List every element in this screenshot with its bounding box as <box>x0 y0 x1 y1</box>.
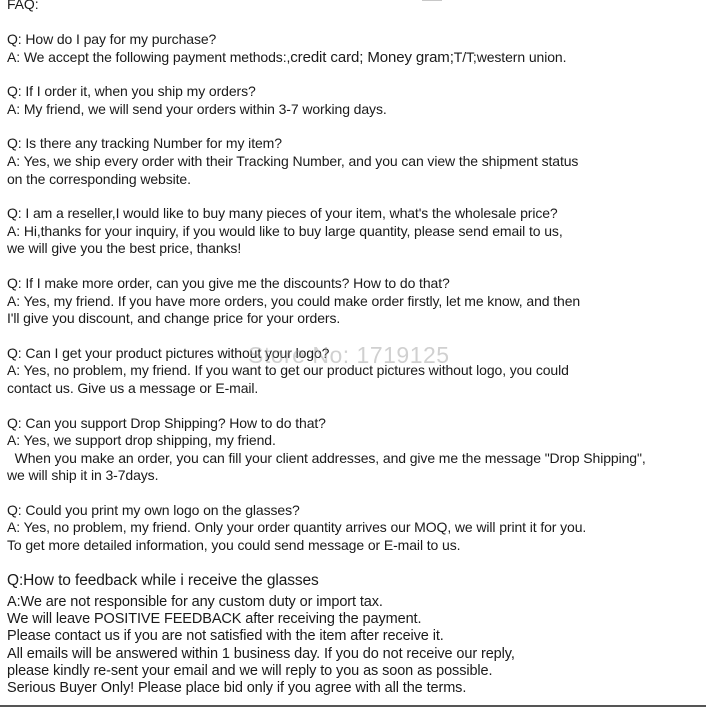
faq-answer-line: All emails will be answered within 1 business day. If you do not receive our reply, <box>7 645 515 662</box>
faq-item-wholesale <box>7 205 702 258</box>
faq-answer-line: please kindly re-sent your email and we will reply to you as soon as possible. <box>7 662 493 679</box>
faq-answer-line: A: Hi,thanks for your inquiry, if you would like to buy large quantity, please send email to us, <box>7 222 563 239</box>
faq-question: Q:How to feedback while i receive the glasses <box>7 571 319 589</box>
faq-answer-line: When you make an order, you can fill your client addresses, and give me the message "Drop Shipping", <box>7 449 646 466</box>
faq-answer <box>7 49 702 67</box>
faq-item-feedback <box>7 572 702 698</box>
faq-answer-line: contact us. Give us a message or E-mail. <box>7 379 259 396</box>
faq-answer-line: A: Yes, no problem, my friend. Only your order quantity arrives our MOQ, we will print it for you. <box>7 519 587 536</box>
faq-question: Q: Can you support Drop Shipping? How to do that? <box>7 414 326 431</box>
faq-item-pictures <box>7 345 702 398</box>
faq-item-discounts <box>7 275 702 328</box>
faq-heading: FAQ: <box>7 0 39 12</box>
faq-answer-line: A:We are not responsible for any custom duty or import tax. <box>7 593 383 610</box>
faq-answer-line: To get more detailed information, you could send message or E-mail to us. <box>7 537 461 554</box>
faq-answer-line: we will give you the best price, thanks! <box>7 240 242 257</box>
faq-item-logo-print <box>7 502 702 555</box>
faq-answer-line: A: My friend, we will send your orders within 3-7 working days. <box>7 100 387 117</box>
faq-answer-line: A: Yes, no problem, my friend. If you want to get our product pictures without logo, you could <box>7 362 569 379</box>
faq-question: Q: Can I get your product pictures without your logo? <box>7 344 330 361</box>
faq-answer-part: A: We accept the following payment methods:, <box>7 48 291 65</box>
store-watermark: Store No: 1719125 <box>248 342 450 368</box>
faq-question: Q: If I make more order, can you give me the discounts? How to do that? <box>7 274 450 291</box>
faq-answer-line: Serious Buyer Only! Please place bid only if you agree with all the terms. <box>7 680 467 697</box>
faq-item-tracking <box>7 135 702 188</box>
faq-item-shipping-time <box>7 83 702 118</box>
faq-answer-line: Please contact us if you are not satisfied with the item after receive it. <box>7 628 444 645</box>
faq-item-drop-shipping <box>7 415 702 485</box>
faq-answer-line: I'll give you discount, and change price for your orders. <box>7 310 341 327</box>
faq-question: Q: Could you print my own logo on the glasses? <box>7 501 300 518</box>
faq-item-payment <box>7 31 702 66</box>
faq-question: Q: I am a reseller,I would like to buy many pieces of your item, what's the wholesale price? <box>7 205 558 222</box>
faq-answer-line: we will ship it in 3-7days. <box>7 467 159 484</box>
faq-answer-emphasis: credit card; Money gram; <box>290 48 454 66</box>
faq-document <box>7 0 702 697</box>
faq-answer-part: T/T;western union. <box>453 48 567 65</box>
faq-answer-line: We will leave POSITIVE FEEDBACK after receiving the payment. <box>7 610 422 627</box>
faq-question: Q: Is there any tracking Number for my item? <box>7 135 282 152</box>
faq-question: Q: How do I pay for my purchase? <box>7 31 217 47</box>
faq-answer-line: on the corresponding website. <box>7 170 191 187</box>
faq-answer-line: A: Yes, we support drop shipping, my friend. <box>7 432 276 449</box>
faq-answer-line: A: Yes, we ship every order with their Tracking Number, and you can view the shipment status <box>7 152 579 169</box>
faq-question: Q: If I order it, when you ship my orders? <box>7 83 256 100</box>
faq-answer-line: A: Yes, my friend. If you have more orders, you could make order firstly, let me know, and then <box>7 292 581 309</box>
